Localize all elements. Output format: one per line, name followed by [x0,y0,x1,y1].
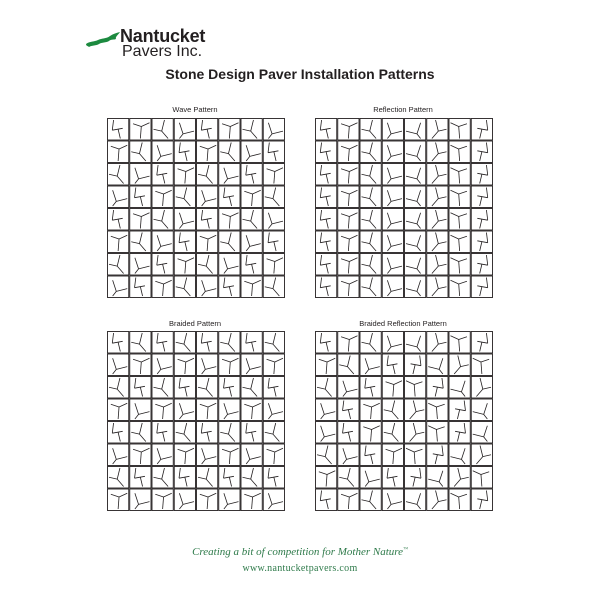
paver-tile [263,332,284,354]
paver-tile [382,354,403,376]
trademark-mark: ™ [403,547,408,553]
paver-tile [360,489,381,511]
paver-tile [360,164,381,186]
paver-tile [360,467,381,489]
paver-tile [263,209,284,231]
paver-tile [197,377,218,399]
paver-tile [471,444,492,466]
paver-tile [382,209,403,231]
paver-tile [152,119,173,141]
paver-tile [174,422,195,444]
paver-tile [316,119,337,141]
paver-tile [197,231,218,253]
paver-tile [130,377,151,399]
paver-tile [152,467,173,489]
paver-tile [108,141,129,163]
page-title: Stone Design Paver Installation Patterns [165,66,435,82]
paver-tile [427,467,448,489]
paver-tile [130,489,151,511]
paver-tile [174,231,195,253]
paver-tile [263,489,284,511]
paver-tile [174,489,195,511]
paver-tile [405,467,426,489]
paver-tile [108,354,129,376]
paver-tile [241,377,262,399]
paver-tile [360,377,381,399]
paver-tile [471,231,492,253]
paver-tile [338,399,359,421]
paver-tile [382,444,403,466]
paver-tile [405,276,426,298]
paver-tile [449,209,470,231]
paver-tile [197,332,218,354]
paver-tile [449,231,470,253]
paver-tile [219,119,240,141]
paver-tile [449,186,470,208]
nantucket-island-icon [84,30,124,50]
paver-tile [152,186,173,208]
paver-tile [263,377,284,399]
paver-tile [197,399,218,421]
paver-tile [130,119,151,141]
paver-tile [174,377,195,399]
paver-tile [152,276,173,298]
paver-tile [152,254,173,276]
paver-tile [360,422,381,444]
paver-tile [197,186,218,208]
panel-label-reflection: Reflection Pattern [373,105,433,114]
paver-tile [130,354,151,376]
paver-tile [174,254,195,276]
paver-tile [174,332,195,354]
paver-tile [174,354,195,376]
paver-tile [316,444,337,466]
paver-tile [382,164,403,186]
paver-tile [449,332,470,354]
paver-tile [338,377,359,399]
paver-tile [449,276,470,298]
paver-tile [316,254,337,276]
paver-tile [471,422,492,444]
paver-tile [360,141,381,163]
paver-tile [449,467,470,489]
paver-tile [263,254,284,276]
paver-tile [241,332,262,354]
paver-tile [427,209,448,231]
paver-tile [360,209,381,231]
paver-tile [219,444,240,466]
brand-name: Nantucket [120,26,206,46]
paver-tile [130,444,151,466]
paver-tile [405,354,426,376]
paver-tile [471,119,492,141]
paver-tile [108,231,129,253]
paver-tile [427,354,448,376]
paver-tile [263,276,284,298]
paver-tile [174,186,195,208]
paver-tile [219,186,240,208]
paver-tile [219,332,240,354]
paver-tile [219,489,240,511]
paver-tile [338,254,359,276]
paver-tile [152,444,173,466]
paver-tile [316,377,337,399]
paver-tile [316,489,337,511]
paver-tile [338,422,359,444]
paver-tile [241,444,262,466]
braided-pattern-grid [107,331,285,511]
paver-tile [174,444,195,466]
paver-tile [427,119,448,141]
paver-tile [427,377,448,399]
paver-tile [382,467,403,489]
paver-tile [360,354,381,376]
paver-tile [152,332,173,354]
paver-tile [449,141,470,163]
paver-tile [130,467,151,489]
paver-tile [174,276,195,298]
paver-tile [219,422,240,444]
panel-label-wave: Wave Pattern [172,105,218,114]
paver-tile [427,444,448,466]
paver-tile [108,489,129,511]
paver-tile [471,276,492,298]
paver-tile [241,231,262,253]
paver-tile [263,444,284,466]
paver-tile [263,231,284,253]
paver-tile [471,186,492,208]
paver-tile [338,354,359,376]
paver-tile [130,332,151,354]
paver-tile [405,332,426,354]
paver-tile [338,141,359,163]
paver-tile [449,354,470,376]
paver-tile [241,254,262,276]
paver-tile [108,399,129,421]
paver-tile [449,377,470,399]
paver-tile [316,186,337,208]
paver-tile [130,254,151,276]
paver-tile [152,231,173,253]
paver-tile [219,231,240,253]
paver-tile [382,119,403,141]
paver-tile [197,209,218,231]
paver-tile [405,231,426,253]
paver-tile [316,276,337,298]
paver-tile [152,489,173,511]
paver-tile [316,399,337,421]
paver-tile [108,332,129,354]
braided-reflection-pattern-grid [315,331,493,511]
paver-tile [152,377,173,399]
paver-tile [405,422,426,444]
paver-tile [197,119,218,141]
paver-tile [241,399,262,421]
paver-tile [108,422,129,444]
tagline [0,546,600,558]
paver-tile [449,164,470,186]
paver-tile [449,444,470,466]
paver-tile [152,399,173,421]
paver-tile [219,399,240,421]
paver-tile [471,141,492,163]
paver-tile [382,254,403,276]
paver-tile [471,489,492,511]
paver-tile [427,399,448,421]
paver-tile [316,354,337,376]
paver-tile [219,254,240,276]
paver-tile [108,209,129,231]
paver-tile [108,254,129,276]
paver-tile [471,467,492,489]
paver-tile [130,276,151,298]
paver-tile [130,422,151,444]
paver-tile [338,467,359,489]
paver-tile [241,186,262,208]
paver-tile [152,141,173,163]
paver-tile [360,119,381,141]
paver-tile [174,209,195,231]
paver-tile [338,332,359,354]
paver-tile [174,141,195,163]
paver-tile [360,254,381,276]
paver-tile [197,254,218,276]
paver-tile [130,186,151,208]
paver-tile [241,354,262,376]
paver-tile [427,141,448,163]
paver-tile [219,377,240,399]
paver-tile [241,141,262,163]
paver-tile [360,186,381,208]
paver-tile [108,164,129,186]
paver-tile [219,354,240,376]
paver-tile [130,209,151,231]
paver-tile [338,164,359,186]
paver-tile [316,209,337,231]
paver-tile [130,164,151,186]
paver-tile [427,422,448,444]
paver-tile [108,444,129,466]
paver-tile [197,444,218,466]
website-url: www.nantucketpavers.com [242,563,358,574]
paver-tile [316,164,337,186]
paver-tile [471,254,492,276]
paver-tile [471,399,492,421]
paver-tile [108,186,129,208]
paver-tile [197,422,218,444]
paver-tile [263,141,284,163]
paver-tile [427,276,448,298]
paver-tile [382,231,403,253]
paver-tile [197,467,218,489]
paver-tile [471,164,492,186]
paver-tile [263,186,284,208]
paver-tile [241,489,262,511]
paver-tile [360,231,381,253]
paver-tile [405,377,426,399]
paver-tile [382,141,403,163]
paver-tile [360,332,381,354]
paver-tile [427,489,448,511]
paver-tile [130,231,151,253]
paver-tile [449,489,470,511]
paver-tile [449,399,470,421]
paver-tile [263,354,284,376]
paver-tile [174,164,195,186]
paver-tile [382,399,403,421]
paver-tile [449,119,470,141]
tagline-text: Creating a bit of competition for Mother Nature [192,546,404,558]
paver-tile [427,231,448,253]
paver-tile [382,489,403,511]
paver-tile [471,209,492,231]
paver-tile [174,119,195,141]
paver-tile [108,467,129,489]
paver-tile [338,444,359,466]
paver-tile [338,231,359,253]
paver-tile [405,444,426,466]
paver-tile [405,119,426,141]
paver-tile [405,186,426,208]
paver-tile [405,489,426,511]
paver-tile [263,422,284,444]
paver-tile [316,141,337,163]
paver-tile [108,119,129,141]
paver-tile [174,399,195,421]
paver-tile [197,164,218,186]
paver-tile [263,164,284,186]
paver-tile [241,209,262,231]
paver-tile [241,276,262,298]
paver-tile [130,399,151,421]
paver-tile [360,444,381,466]
paver-tile [360,276,381,298]
paver-tile [405,254,426,276]
brand-logo [84,26,254,58]
paver-tile [471,332,492,354]
paver-tile [338,209,359,231]
paver-tile [382,276,403,298]
paver-tile [427,332,448,354]
paver-tile [174,467,195,489]
paver-tile [338,119,359,141]
paver-tile [316,332,337,354]
paver-tile [471,377,492,399]
paver-tile [427,186,448,208]
paver-tile [449,422,470,444]
paver-tile [405,164,426,186]
paver-tile [338,489,359,511]
paver-tile [219,164,240,186]
paver-tile [197,276,218,298]
paver-tile [108,377,129,399]
wave-pattern-grid [107,118,285,298]
paver-tile [405,141,426,163]
paver-tile [471,354,492,376]
panel-label-braided-reflection: Braided Reflection Pattern [359,319,447,328]
paver-tile [263,467,284,489]
paver-tile [241,119,262,141]
paver-tile [382,377,403,399]
paver-tile [152,164,173,186]
paver-tile [382,186,403,208]
paver-tile [197,354,218,376]
paver-tile [405,209,426,231]
paver-tile [108,276,129,298]
paver-tile [263,119,284,141]
reflection-pattern-grid [315,118,493,298]
paver-tile [360,399,381,421]
paver-tile [241,467,262,489]
paver-tile [382,422,403,444]
paver-tile [338,186,359,208]
paver-tile [316,467,337,489]
paver-tile [219,276,240,298]
paver-tile [130,141,151,163]
paver-tile [219,467,240,489]
paver-tile [316,422,337,444]
paver-tile [427,254,448,276]
paver-tile [152,354,173,376]
paver-tile [152,209,173,231]
paver-tile [316,231,337,253]
paver-tile [405,399,426,421]
paver-tile [382,332,403,354]
paver-tile [241,422,262,444]
paver-tile [241,164,262,186]
panel-label-braided: Braided Pattern [168,319,222,328]
paver-tile [197,141,218,163]
paver-tile [338,276,359,298]
paver-tile [197,489,218,511]
paver-tile [263,399,284,421]
paver-tile [427,164,448,186]
paver-tile [449,254,470,276]
paver-tile [152,422,173,444]
paver-tile [219,141,240,163]
paver-tile [219,209,240,231]
brand-subtitle: Pavers Inc. [122,43,203,60]
